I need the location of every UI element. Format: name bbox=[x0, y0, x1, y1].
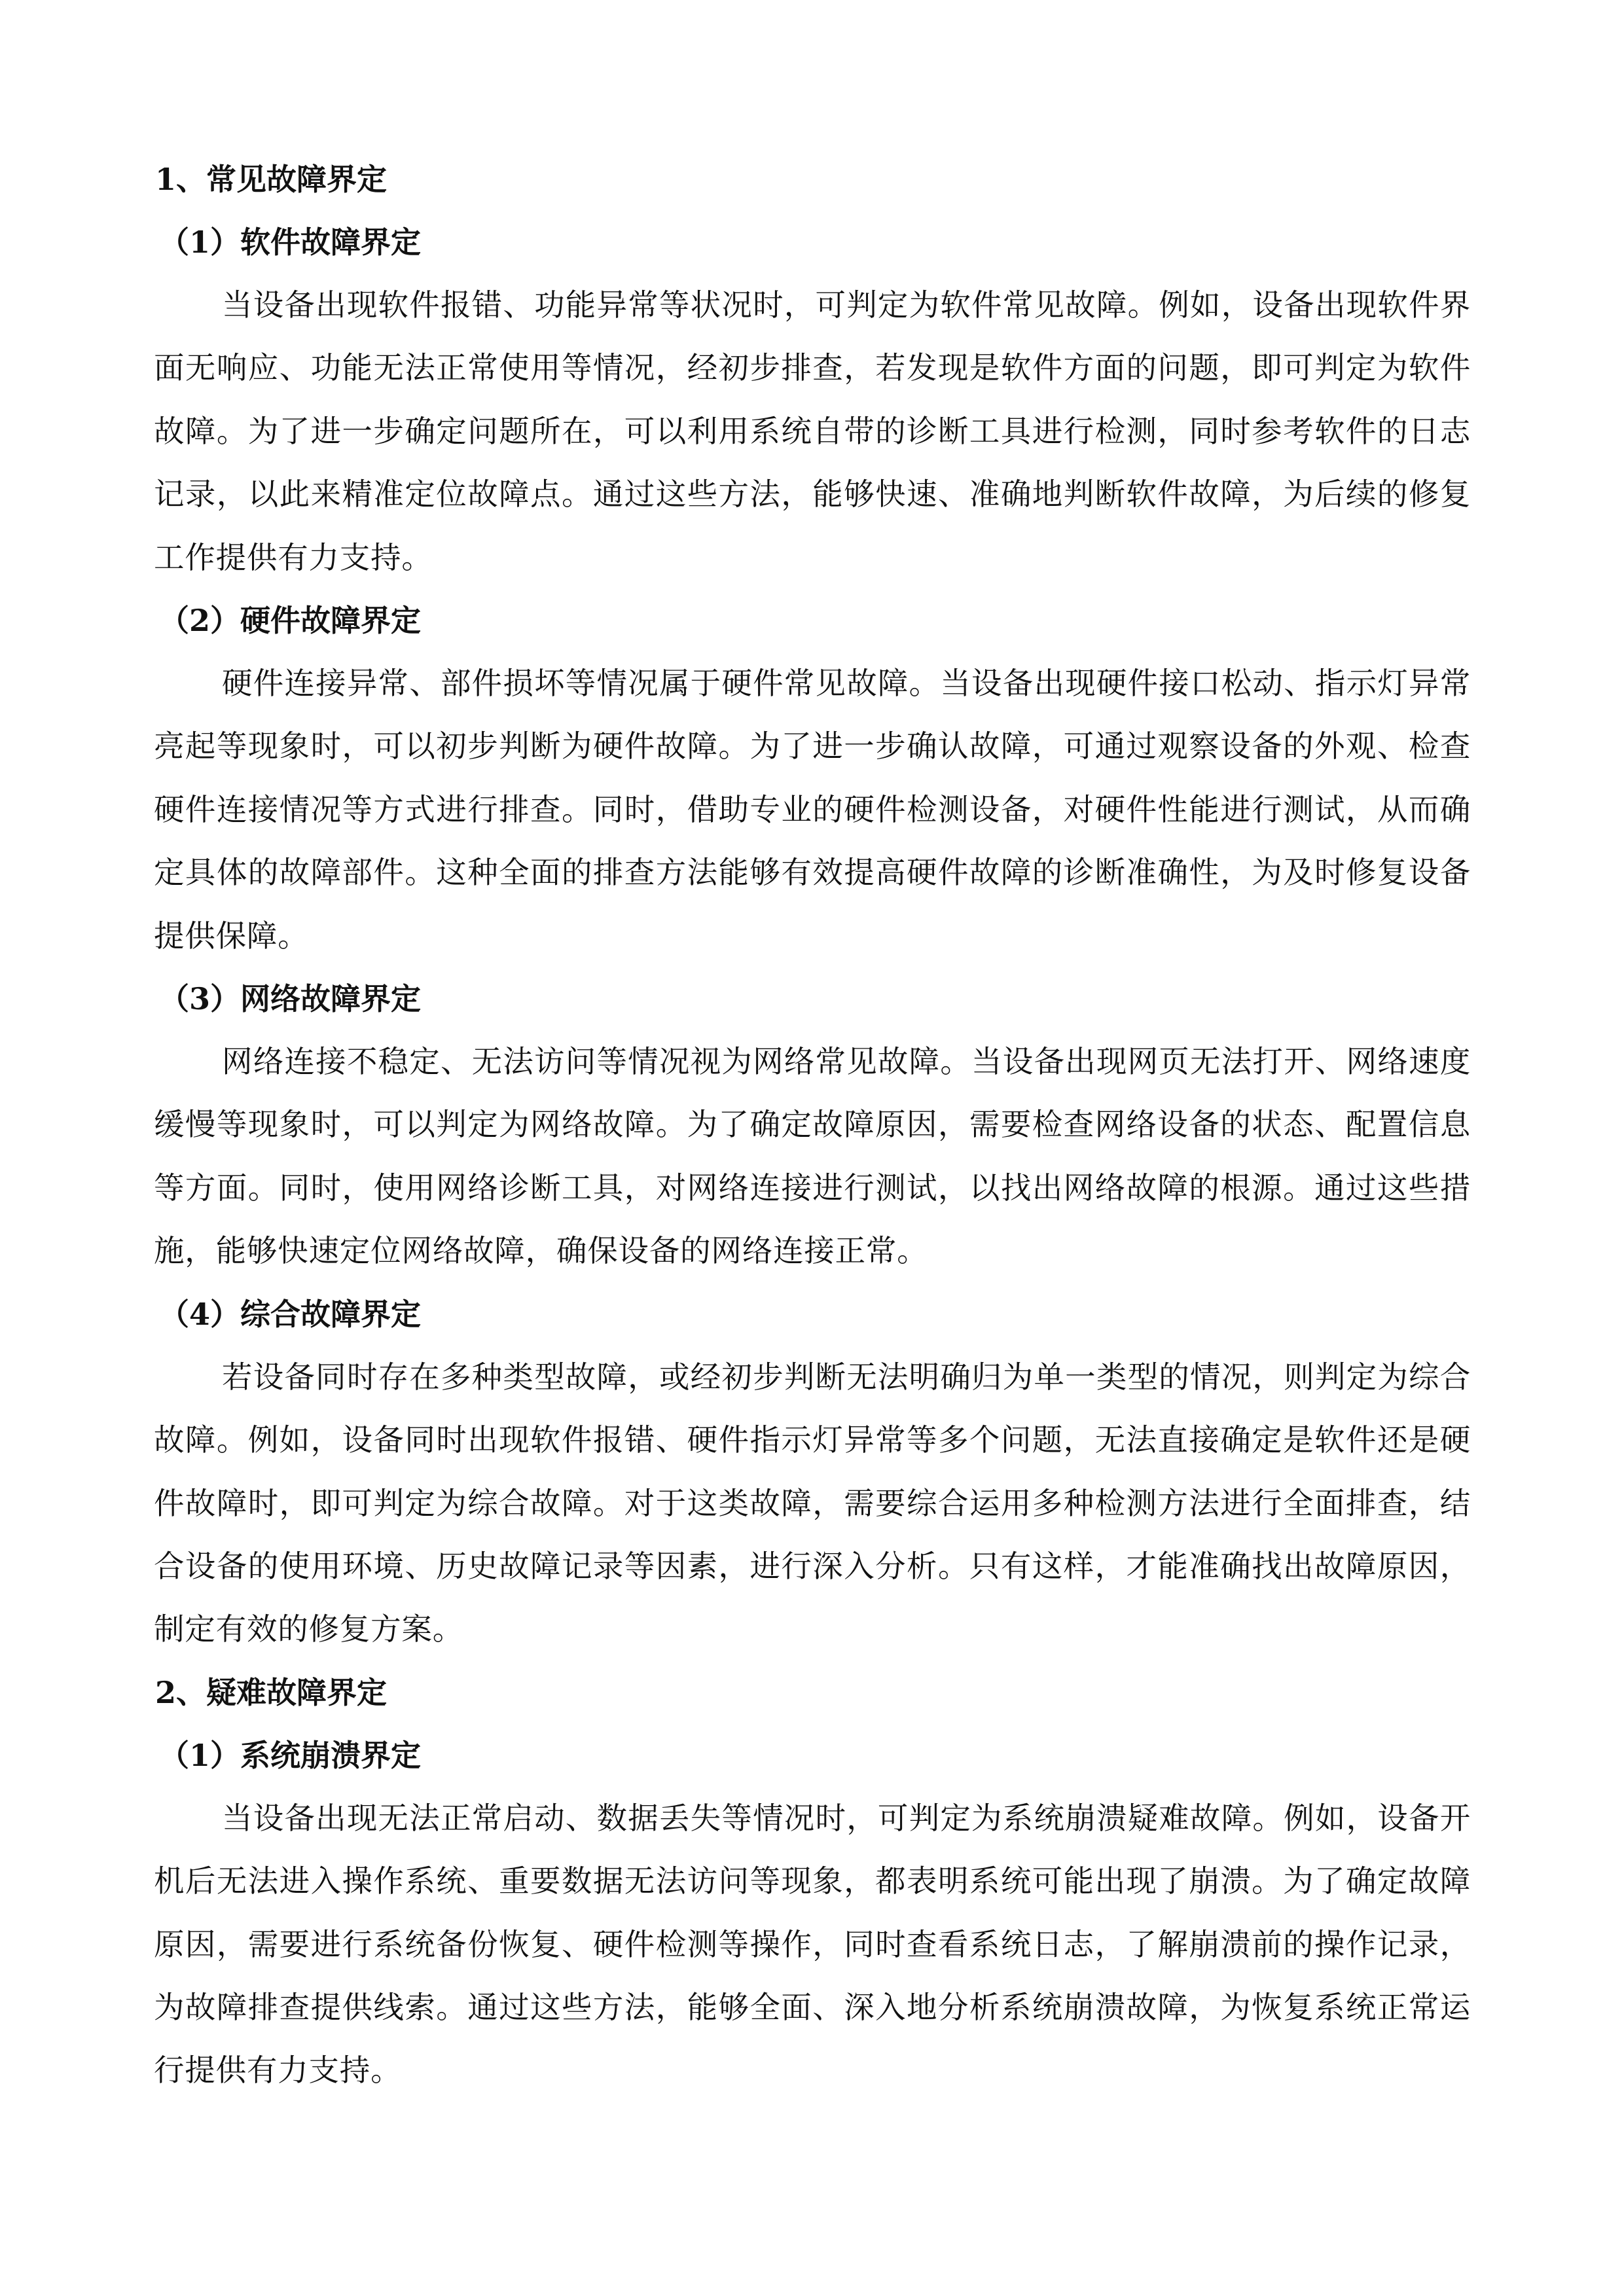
subsection-heading: （1）软件故障界定 bbox=[159, 224, 422, 260]
subsection-software bbox=[154, 211, 1471, 589]
paragraph: 若设备同时存在多种类型故障，或经初步判断无法明确归为单一类型的情况，则判定为综合故障。例如，设备同时出现软件报错、硬件指示灯异常等多个问题，无法直接确定是软件还是硬件故障时，即可判定为综合故障。对于这类故障，需要综合运用多种检测方法进行全面排查，结合设备的使用环境、历史故障记录等因素，进行深入分析。只有这样，才能准确找出故障原因，制定有效的修复方案。 bbox=[154, 1359, 1471, 1647]
subsection-heading: （4）综合故障界定 bbox=[159, 1296, 422, 1332]
subsection-heading: （1）系统崩溃界定 bbox=[159, 1737, 422, 1773]
subsection-hardware bbox=[154, 589, 1471, 967]
paragraph: 当设备出现无法正常启动、数据丢失等情况时，可判定为系统崩溃疑难故障。例如，设备开机后无法进入操作系统、重要数据无法访问等现象，都表明系统可能出现了崩溃。为了确定故障原因，需要进行系统备份恢复、硬件检测等操作，同时查看系统日志，了解崩溃前的操作记录，为故障排查提供线索。通过这些方法，能够全面、深入地分析系统崩溃故障，为恢复系统正常运行提供有力支持。 bbox=[154, 1800, 1471, 2089]
document-body bbox=[154, 148, 1471, 2102]
paragraph: 硬件连接异常、部件损坏等情况属于硬件常见故障。当设备出现硬件接口松动、指示灯异常亮起等现象时，可以初步判断为硬件故障。为了进一步确认故障，可通过观察设备的外观、检查硬件连接情况等方式进行排查。同时，借助专业的硬件检测设备，对硬件性能进行测试，从而确定具体的故障部件。这种全面的排查方法能够有效提高硬件故障的诊断准确性，为及时修复设备提供保障。 bbox=[154, 666, 1471, 954]
subsection-system-crash bbox=[154, 1724, 1471, 2102]
subsection-network bbox=[154, 967, 1471, 1283]
subsection-heading: （3）网络故障界定 bbox=[159, 981, 422, 1017]
paragraph: 网络连接不稳定、无法访问等情况视为网络常见故障。当设备出现网页无法打开、网络速度缓慢等现象时，可以判定为网络故障。为了确定故障原因，需要检查网络设备的状态、配置信息等方面。同时，使用网络诊断工具，对网络连接进行测试，以找出网络故障的根源。通过这些措施，能够快速定位网络故障，确保设备的网络连接正常。 bbox=[154, 1044, 1471, 1269]
section-common-faults bbox=[154, 148, 1471, 1661]
section-difficult-faults bbox=[154, 1661, 1471, 2102]
section-heading: 1、常见故障界定 bbox=[155, 162, 388, 197]
section-heading: 2、疑难故障界定 bbox=[155, 1674, 388, 1710]
subsection-heading: （2）硬件故障界定 bbox=[159, 603, 422, 639]
paragraph: 当设备出现软件报错、功能异常等状况时，可判定为软件常见故障。例如，设备出现软件界面无响应、功能无法正常使用等情况，经初步排查，若发现是软件方面的问题，即可判定为软件故障。为了进一步确定问题所在，可以利用系统自带的诊断工具进行检测，同时参考软件的日志记录，以此来精准定位故障点。通过这些方法，能够快速、准确地判断软件故障，为后续的修复工作提供有力支持。 bbox=[154, 287, 1471, 575]
subsection-composite bbox=[154, 1283, 1471, 1661]
